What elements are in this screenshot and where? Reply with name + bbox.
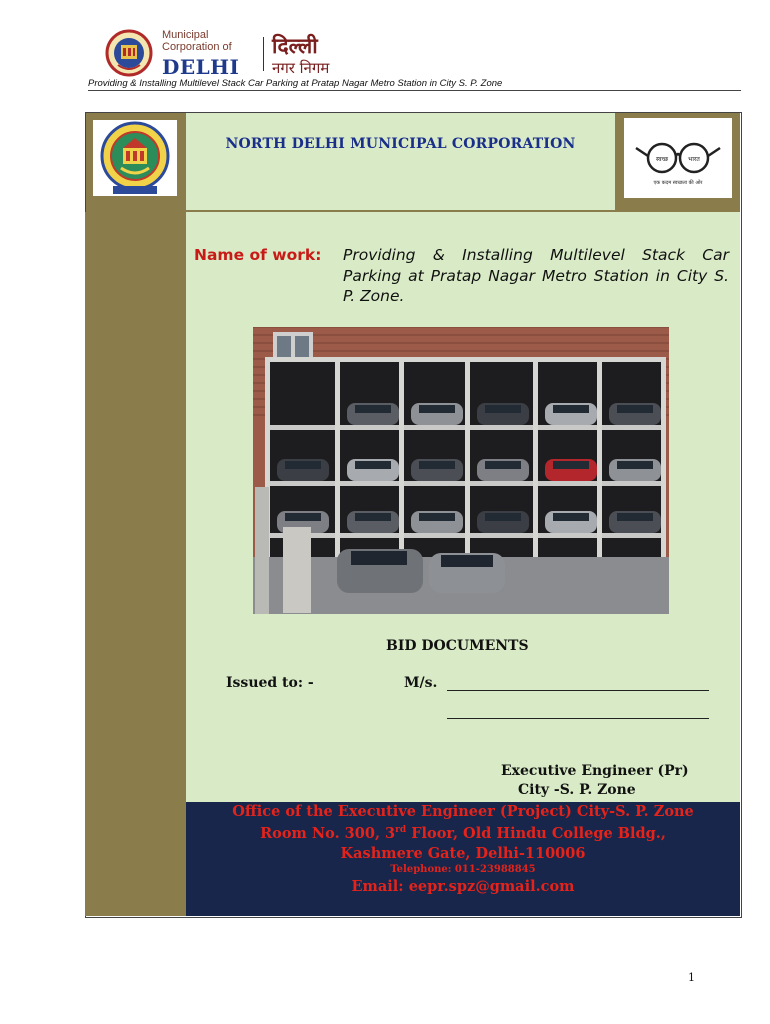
car-windshield — [419, 513, 455, 521]
ms-label: M/s. — [404, 675, 438, 691]
issued-to-label: Issued to: - — [226, 675, 314, 691]
running-header: Providing & Installing Multilevel Stack Car Parking at Pratap Nagar Metro Station in City S. P. Zone — [88, 78, 741, 91]
car-windshield — [419, 461, 455, 469]
work-description: Providing & Installing Multilevel Stack Car Parking at Pratap Nagar Metro Station in City S. P. Zone. — [343, 246, 729, 305]
ground-car-windshield — [441, 555, 493, 567]
mcd-emblem-icon — [104, 29, 154, 77]
parking-photo — [253, 327, 669, 614]
corporation-title-box — [186, 113, 615, 210]
office-email: Email: eepr.spz@gmail.com — [351, 878, 575, 895]
work-label: Name of work: — [194, 246, 322, 264]
rack-post — [533, 357, 538, 577]
car-windshield — [485, 405, 521, 413]
swachh-caption: एक कदम स्वच्छता की ओर — [653, 180, 703, 186]
car-windshield — [285, 461, 321, 469]
car-windshield — [485, 513, 521, 521]
logo-hindi-delhi: दिल्ली — [272, 34, 318, 58]
rack-post — [465, 357, 470, 577]
car-windshield — [355, 405, 391, 413]
bidder-address-line — [447, 718, 709, 719]
bid-documents-title: BID DOCUMENTS — [386, 638, 529, 654]
car-windshield — [553, 461, 589, 469]
rack-post — [661, 357, 666, 577]
car-windshield — [419, 405, 455, 413]
car-windshield — [355, 461, 391, 469]
office-address-line: Kashmere Gate, Delhi-110006 — [340, 845, 586, 862]
car-windshield — [553, 513, 589, 521]
top-beam — [265, 357, 665, 362]
svg-text:भारत: भारत — [688, 156, 700, 163]
side-band — [85, 212, 186, 916]
car-windshield — [355, 513, 391, 521]
rack-post — [399, 357, 404, 577]
logo-hindi-nagar-nigam: नगर निगम — [272, 59, 330, 77]
rack-post — [597, 357, 602, 577]
executive-engineer-title: Executive Engineer (Pr) — [501, 763, 689, 779]
office-line: Office of the Executive Engineer (Project) City-S. P. Zone — [232, 803, 694, 820]
swachh-bharat-logo — [624, 118, 732, 198]
svg-text:स्वच्छ: स्वच्छ — [655, 156, 669, 163]
ndmc-logo — [93, 120, 177, 196]
spectacles-icon — [624, 118, 732, 198]
ndmc-crest-icon — [93, 120, 177, 196]
logo-separator — [263, 37, 264, 71]
executive-engineer-zone: City -S. P. Zone — [518, 782, 636, 798]
car-windshield — [285, 513, 321, 521]
office-room-line: Room No. 300, 3rd Floor, Old Hindu College Bldg., — [260, 825, 666, 842]
car-windshield — [553, 405, 589, 413]
office-telephone: Telephone: 011-23988845 — [390, 864, 536, 875]
page-number: 1 — [688, 971, 695, 984]
mcd-header-logo — [100, 27, 340, 79]
corporation-title: NORTH DELHI MUNICIPAL CORPORATION — [225, 136, 576, 152]
car-windshield — [617, 405, 653, 413]
car-windshield — [617, 461, 653, 469]
pipe — [255, 487, 269, 614]
car-windshield — [617, 513, 653, 521]
rack-post — [335, 357, 340, 577]
logo-municipal-text: Municipal Corporation of — [162, 29, 232, 53]
logo-delhi-text: DELHI — [162, 55, 240, 79]
car-windshield — [485, 461, 521, 469]
ground-car-windshield — [351, 551, 407, 565]
signpost — [283, 527, 311, 613]
bidder-name-line — [447, 690, 709, 691]
